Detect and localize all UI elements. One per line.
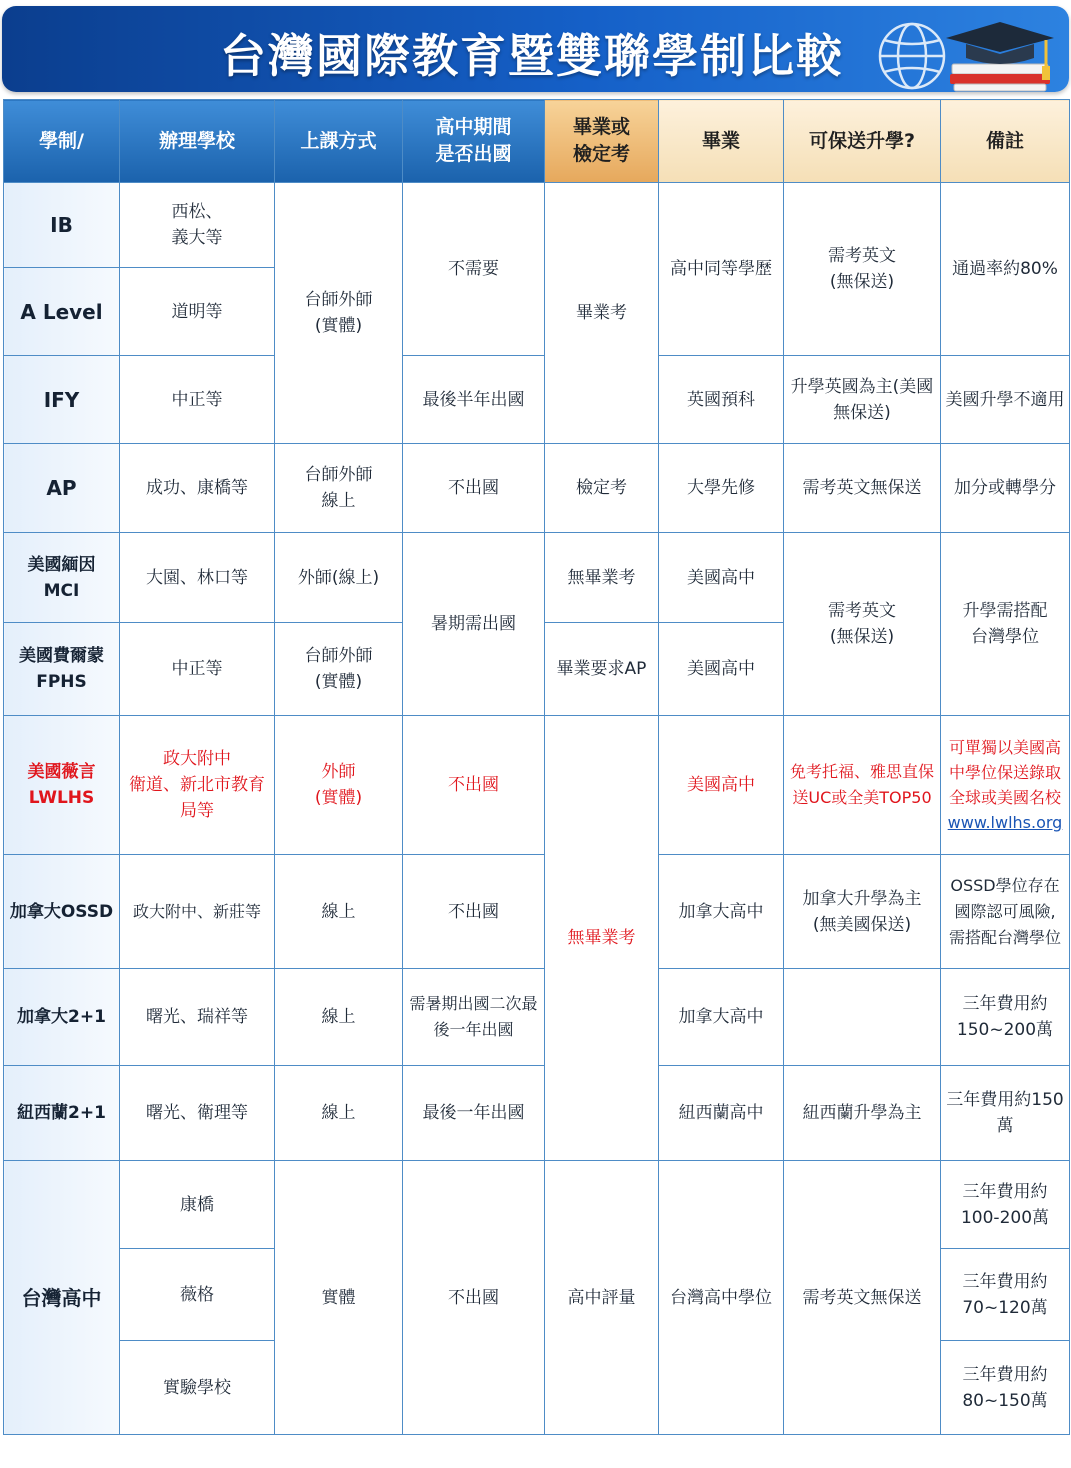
header-abroad: 高中期間 是否出國 — [403, 100, 545, 183]
table-row — [4, 969, 1070, 1066]
promote-cell: 需考英文 (無保送) — [784, 183, 941, 356]
note-cell — [941, 716, 1070, 855]
abroad-cell: 暑期需出國 — [403, 533, 545, 716]
note-cell: 通過率約80% — [941, 183, 1070, 356]
mode-cell: 台師外師 (實體) — [275, 623, 403, 716]
mode-cell: 台師外師 (實體) — [275, 183, 403, 444]
abroad-cell: 需暑期出國二次最 後一年出國 — [403, 969, 545, 1066]
school-cell: 大園、林口等 — [120, 533, 275, 623]
system-fphs: 美國費爾蒙 FPHS — [4, 623, 120, 716]
system-canada-2plus1: 加拿大2+1 — [4, 969, 120, 1066]
school-cell: 政大附中、新莊等 — [120, 855, 275, 969]
school-cell: 政大附中 衛道、新北市教育 局等 — [120, 716, 275, 855]
abroad-cell: 不出國 — [403, 444, 545, 533]
books-icon — [950, 64, 1050, 91]
school-cell: 中正等 — [120, 356, 275, 444]
note-cell: 三年費用約 80~150萬 — [941, 1341, 1070, 1435]
exam-cell: 無畢業考 — [545, 533, 659, 623]
system-ap: AP — [4, 444, 120, 533]
grad-cell: 英國預科 — [659, 356, 784, 444]
mode-cell: 線上 — [275, 855, 403, 969]
comparison-table — [3, 99, 1070, 1435]
mode-cell: 線上 — [275, 1066, 403, 1161]
globe-cap-books-icon — [864, 12, 1064, 92]
note-cell: 三年費用約 150~200萬 — [941, 969, 1070, 1066]
abroad-cell: 不出國 — [403, 855, 545, 969]
system-taiwan: 台灣高中 — [4, 1161, 120, 1435]
note-cell: 美國升學不適用 — [941, 356, 1070, 444]
promote-cell: 需考英文無保送 — [784, 444, 941, 533]
system-nz-2plus1: 紐西蘭2+1 — [4, 1066, 120, 1161]
grad-cell: 高中同等學歷 — [659, 183, 784, 356]
system-ossd: 加拿大OSSD — [4, 855, 120, 969]
mode-cell: 線上 — [275, 969, 403, 1066]
note-cell: 三年費用約150 萬 — [941, 1066, 1070, 1161]
exam-cell: 高中評量 — [545, 1161, 659, 1435]
exam-cell: 畢業考 — [545, 183, 659, 444]
table-row — [4, 855, 1070, 969]
abroad-cell: 不出國 — [403, 1161, 545, 1435]
table-row — [4, 356, 1070, 444]
mode-cell: 台師外師 線上 — [275, 444, 403, 533]
header-mode: 上課方式 — [275, 100, 403, 183]
mode-cell: 外師(線上) — [275, 533, 403, 623]
mode-cell: 實體 — [275, 1161, 403, 1435]
table-row — [4, 183, 1070, 268]
table-row — [4, 444, 1070, 533]
note-cell: 加分或轉學分 — [941, 444, 1070, 533]
header-exam: 畢業或 檢定考 — [545, 100, 659, 183]
grad-cell: 大學先修 — [659, 444, 784, 533]
school-cell: 曙光、衛理等 — [120, 1066, 275, 1161]
school-cell: 康橋 — [120, 1161, 275, 1249]
note-cell: 升學需搭配 台灣學位 — [941, 533, 1070, 716]
abroad-cell: 不出國 — [403, 716, 545, 855]
school-cell: 道明等 — [120, 268, 275, 356]
note-cell: 三年費用約 100-200萬 — [941, 1161, 1070, 1249]
school-cell: 實驗學校 — [120, 1341, 275, 1435]
grad-cell: 加拿大高中 — [659, 855, 784, 969]
header-promotion: 可保送升學? — [784, 100, 941, 183]
note-cell: 三年費用約 70~120萬 — [941, 1249, 1070, 1341]
mode-cell: 外師 (實體) — [275, 716, 403, 855]
grad-cell: 美國高中 — [659, 533, 784, 623]
promote-cell: 免考托福、雅思直保 送UC或全美TOP50 — [784, 716, 941, 855]
exam-cell: 檢定考 — [545, 444, 659, 533]
school-cell: 成功、康橋等 — [120, 444, 275, 533]
exam-cell: 畢業要求AP — [545, 623, 659, 716]
promote-cell: 紐西蘭升學為主 — [784, 1066, 941, 1161]
school-cell: 西松、 義大等 — [120, 183, 275, 268]
abroad-cell: 不需要 — [403, 183, 545, 356]
grad-cell: 美國高中 — [659, 623, 784, 716]
globe-icon — [880, 24, 944, 88]
promote-cell: 需考英文無保送 — [784, 1161, 941, 1435]
table-row — [4, 533, 1070, 623]
system-alevel: A Level — [4, 268, 120, 356]
table-row — [4, 1161, 1070, 1249]
lwlhs-link[interactable]: www.lwlhs.org — [947, 813, 1063, 832]
system-lwlhs: 美國薇言 LWLHS — [4, 716, 120, 855]
abroad-cell: 最後半年出國 — [403, 356, 545, 444]
school-cell: 曙光、瑞祥等 — [120, 969, 275, 1066]
header-graduation: 畢業 — [659, 100, 784, 183]
header-school: 辦理學校 — [120, 100, 275, 183]
exam-cell: 無畢業考 — [545, 716, 659, 1161]
header-row — [4, 100, 1070, 183]
promote-cell: 需考英文 (無保送) — [784, 533, 941, 716]
header-system: 學制/ — [4, 100, 120, 183]
title-banner — [2, 6, 1069, 92]
abroad-cell: 最後一年出國 — [403, 1066, 545, 1161]
system-ib: IB — [4, 183, 120, 268]
school-cell: 薇格 — [120, 1249, 275, 1341]
note-text: 可單獨以美國高 中學位保送錄取 全球或美國名校 — [948, 738, 1061, 807]
page-title: 台灣國際教育暨雙聯學制比較 — [220, 29, 844, 83]
grad-cell: 台灣高中學位 — [659, 1161, 784, 1435]
school-cell: 中正等 — [120, 623, 275, 716]
note-cell: OSSD學位存在 國際認可風險, 需搭配台灣學位 — [941, 855, 1070, 969]
table-row-highlight — [4, 716, 1070, 855]
grad-cell: 加拿大高中 — [659, 969, 784, 1066]
header-note: 備註 — [941, 100, 1070, 183]
promote-cell: 升學英國為主(美國 無保送) — [784, 356, 941, 444]
system-mci: 美國緬因 MCI — [4, 533, 120, 623]
promote-cell — [784, 969, 941, 1066]
promote-cell: 加拿大升學為主 (無美國保送) — [784, 855, 941, 969]
grad-cell: 美國高中 — [659, 716, 784, 855]
system-ify: IFY — [4, 356, 120, 444]
grad-cell: 紐西蘭高中 — [659, 1066, 784, 1161]
table-row — [4, 1066, 1070, 1161]
